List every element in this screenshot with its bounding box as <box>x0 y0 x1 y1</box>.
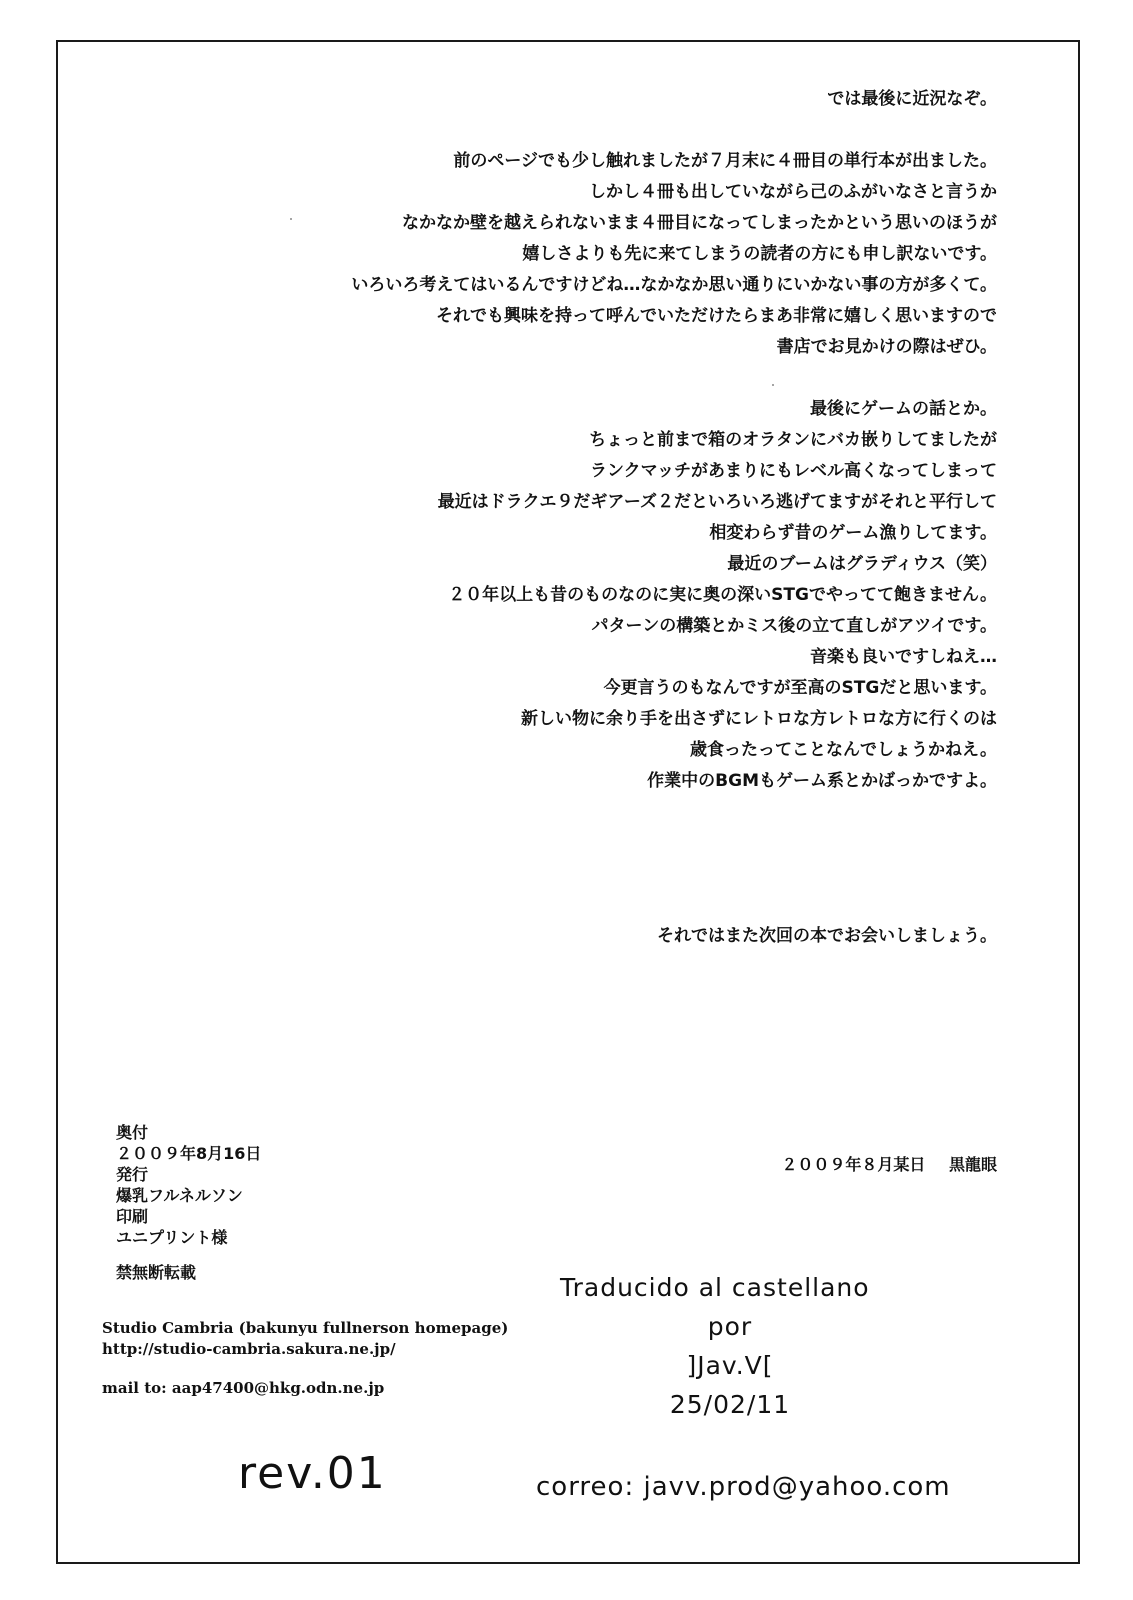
afterword-line: ランクマッチがあまりにもレベル高くなってしまって <box>590 461 997 481</box>
afterword-line: 音楽も良いですしねえ… <box>810 647 997 667</box>
afterword-line: 最後にゲームの話とか。 <box>810 399 997 419</box>
translator-email[interactable]: correo: javv.prod@yahoo.com <box>536 1472 951 1502</box>
studio-mail[interactable]: mail to: aap47400@hkg.odn.ne.jp <box>102 1379 385 1397</box>
colophon-publish-label: 発行 <box>116 1165 149 1184</box>
colophon <box>116 1122 261 1283</box>
studio-url[interactable]: http://studio-cambria.sakura.ne.jp/ <box>102 1340 396 1358</box>
afterword-closing: それではまた次回の本でお会いしましょう。 <box>657 926 997 946</box>
studio-name: Studio Cambria (bakunyu fullnerson homepage) <box>102 1319 509 1337</box>
afterword-text <box>277 84 997 952</box>
afterword-line: それでも興味を持って呼んでいただけたらまあ非常に嬉しく思いますので <box>436 306 997 326</box>
translation-title: Traducido al castellano <box>560 1273 870 1302</box>
afterword-line: いろいろ考えてはいるんですけどね…なかなか思い通りにいかない事の方が多くて。 <box>351 275 997 295</box>
colophon-print-label: 印刷 <box>116 1207 149 1226</box>
afterword-line: 今更言うのもなんですが至高のSTGだと思います。 <box>603 678 997 698</box>
dateline <box>781 1152 997 1175</box>
studio-info <box>102 1318 508 1399</box>
afterword-line: 最近のブームはグラディウス（笑） <box>727 554 997 574</box>
scan-speck <box>772 384 774 386</box>
colophon-no-reprint: 禁無断転載 <box>116 1263 197 1282</box>
afterword-line: 相変わらず昔のゲーム漁りしてます。 <box>709 523 997 543</box>
dateline-date: ２００９年８月某日 <box>781 1155 926 1174</box>
afterword-intro: では最後に近況なぞ。 <box>827 89 997 109</box>
translation-by: por <box>707 1312 753 1341</box>
afterword-line: 新しい物に余り手を出さずにレトロな方レトロな方に行くのは <box>521 709 997 729</box>
afterword-line: 書店でお見かけの際はぜひ。 <box>776 337 997 357</box>
afterword-line: 最近はドラクエ９だギアーズ２だといろいろ逃げてますがそれと平行して <box>437 492 997 512</box>
afterword-line: パターンの構築とかミス後の立て直しがアツイです。 <box>591 616 997 636</box>
colophon-printer: ユニプリント様 <box>116 1228 228 1247</box>
afterword-line: ちょっと前まで箱のオラタンにバカ嵌りしてましたが <box>589 430 997 450</box>
afterword-line: 作業中のBGMもゲーム系とかばっかですよ。 <box>647 771 997 791</box>
translation-credits <box>560 1268 900 1424</box>
scan-speck <box>290 218 292 220</box>
translator-name: ]Jav.V[ <box>686 1351 774 1380</box>
afterword-line: 歳食ったってことなんでしょうかねえ。 <box>689 740 997 760</box>
afterword-line: 嬉しさよりも先に来てしまうの読者の方にも申し訳ないです。 <box>522 244 997 264</box>
afterword-line: ２０年以上も昔のものなのに実に奥の深いSTGでやってて飽きません。 <box>448 585 997 605</box>
colophon-date: ２００９年8月16日 <box>116 1144 262 1163</box>
afterword-line: なかなか壁を越えられないまま４冊目になってしまったかという思いのほうが <box>402 213 997 233</box>
afterword-line: 前のページでも少し触れましたが７月末に４冊目の単行本が出ました。 <box>453 151 997 171</box>
colophon-heading: 奥付 <box>116 1123 149 1142</box>
dateline-author: 黒龍眼 <box>948 1155 997 1174</box>
translation-date: 25/02/11 <box>669 1390 791 1419</box>
colophon-publisher: 爆乳フルネルソン <box>116 1186 243 1205</box>
revision-label: rev.01 <box>238 1448 387 1499</box>
afterword-line: しかし４冊も出していながら己のふがいなさと言うか <box>589 182 997 202</box>
